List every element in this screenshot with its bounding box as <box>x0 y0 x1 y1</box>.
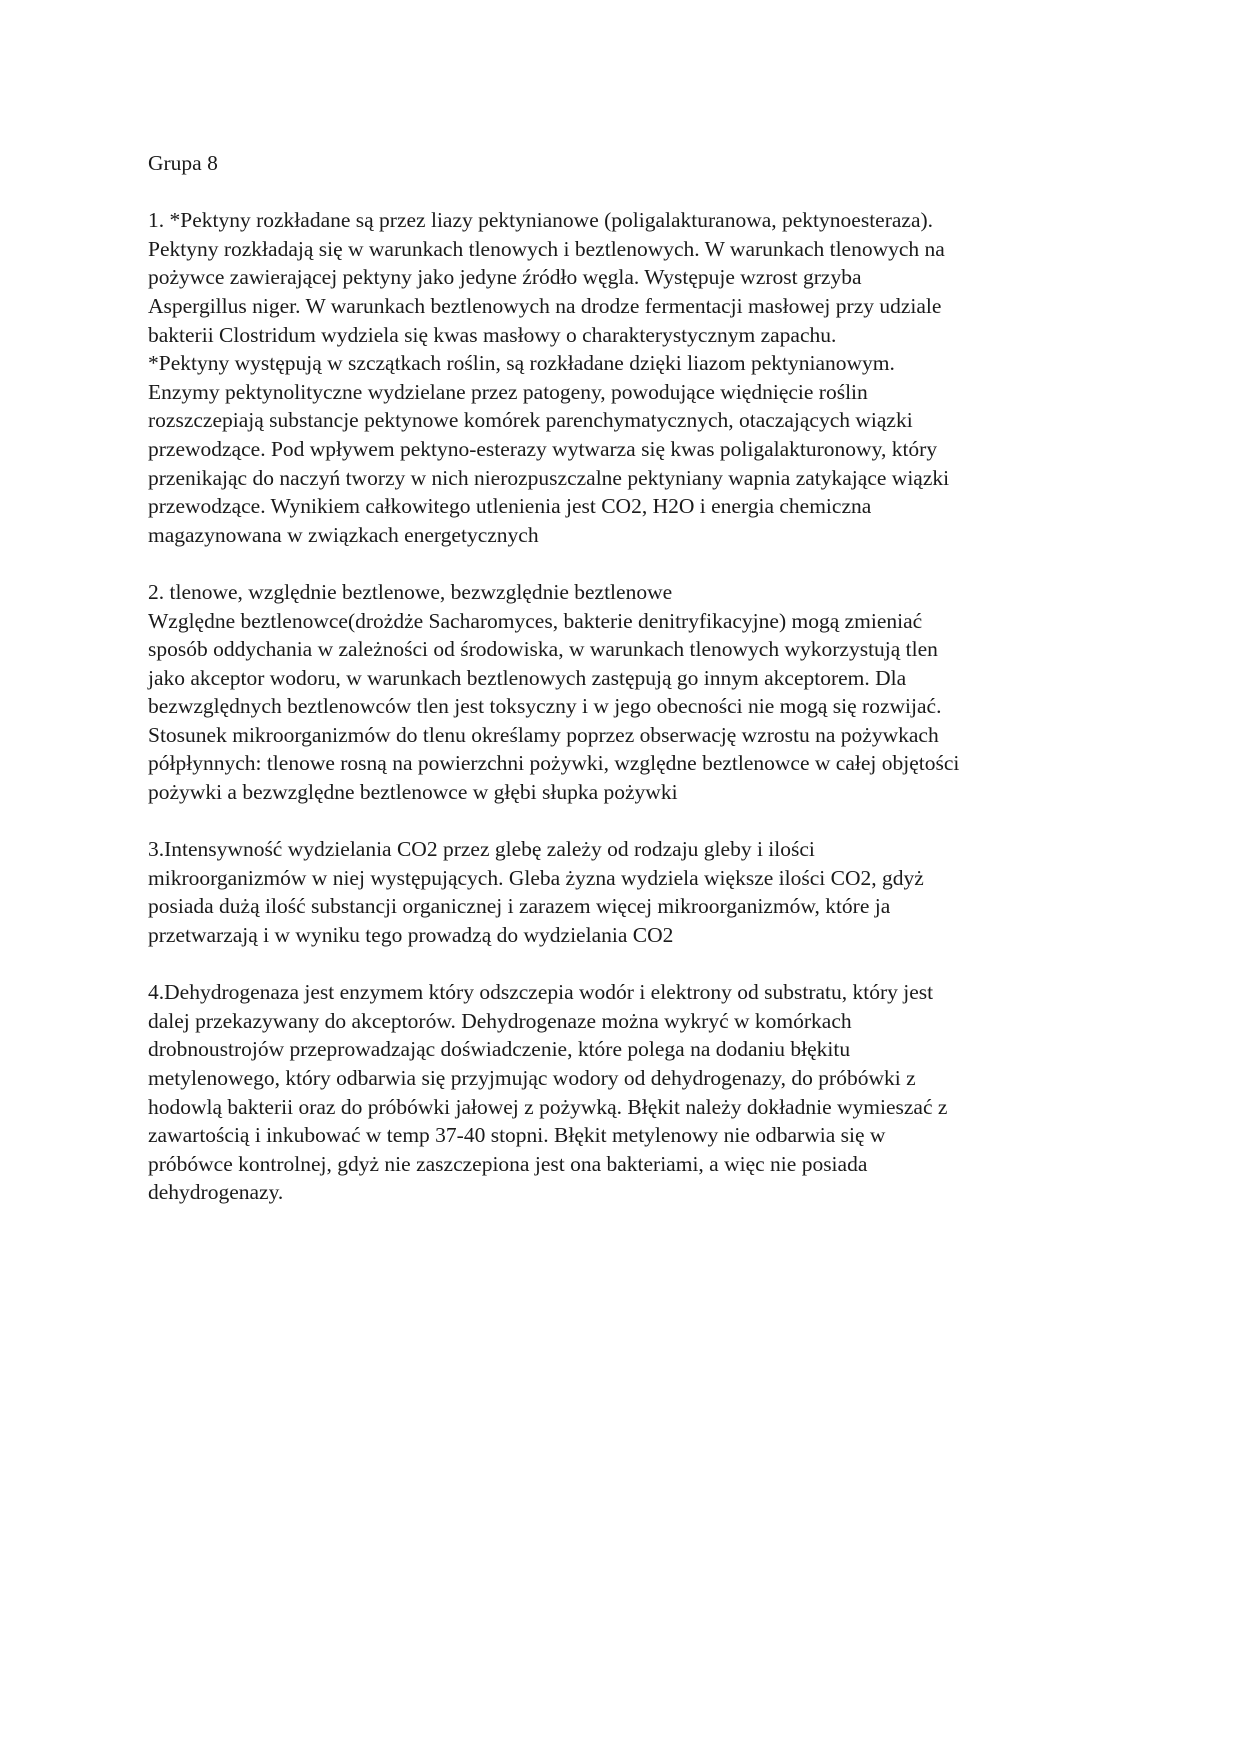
section-3-line: przetwarzają i w wyniku tego prowadzą do wydzielania CO2 <box>148 923 674 948</box>
section-1-line: 1. *Pektyny rozkładane są przez liazy pektynianowe (poligalakturanowa, pektynoesteraza). <box>148 208 934 233</box>
section-1-line: Enzymy pektynolityczne wydzielane przez patogeny, powodujące więdnięcie roślin <box>148 379 868 404</box>
section-3-line: 3.Intensywność wydzielania CO2 przez glebę zależy od rodzaju gleby i ilości <box>148 837 815 862</box>
section-4-line: zawartością i inkubować w temp 37-40 stopni. Błękit metylenowy nie odbarwia się w <box>148 1123 886 1148</box>
paragraph-spacer <box>148 549 1103 578</box>
section-2-line: bezwzględnych beztlenowców tlen jest toksyczny i w jego obecności nie mogą się rozwijać. <box>148 694 942 719</box>
section-3-line: mikroorganizmów w niej występujących. Gleba żyzna wydziela większe ilości CO2, gdyż <box>148 865 924 890</box>
paragraph-spacer <box>148 950 1103 979</box>
section-4-line: hodowlą bakterii oraz do próbówki jałowej z pożywką. Błękit należy dokładnie wymieszać z <box>148 1094 948 1119</box>
section-4-line: drobnoustrojów przeprowadzając doświadczenie, które polega na dodaniu błękitu <box>148 1037 851 1062</box>
paragraph-spacer <box>148 807 1103 836</box>
section-1-line: bakterii Clostridum wydziela się kwas masłowy o charakterystycznym zapachu. <box>148 322 837 347</box>
section-4-line: metylenowego, który odbarwia się przyjmując wodory od dehydrogenazy, do próbówki z <box>148 1066 916 1090</box>
section-2-line: 2. tlenowe, względnie beztlenowe, bezwzględnie beztlenowe <box>148 579 673 604</box>
section-4 <box>148 978 1103 1207</box>
document-body <box>148 149 1103 1207</box>
section-1-line: Pektyny rozkładają się w warunkach tlenowych i beztlenowych. W warunkach tlenowych na <box>148 236 945 261</box>
section-3-line: posiada dużą ilość substancji organicznej i zarazem więcej mikroorganizmów, które ja <box>148 894 891 919</box>
section-1-line: magazynowana w związkach energetycznych <box>148 522 539 547</box>
section-3 <box>148 835 1103 949</box>
section-1 <box>148 206 1103 549</box>
section-1-line: przewodzące. Wynikiem całkowitego utlenienia jest CO2, H2O i energia chemiczna <box>148 494 872 519</box>
section-1-line: przewodzące. Pod wpływem pektyno-esterazy wytwarza się kwas poligalakturonowy, który <box>148 436 938 461</box>
section-4-line: 4.Dehydrogenaza jest enzymem który odszczepia wodór i elektrony od substratu, który jest <box>148 980 934 1005</box>
section-4-line: próbówce kontrolnej, gdyż nie zaszczepiona jest ona bakteriami, a więc nie posiada <box>148 1151 868 1176</box>
section-2-line: półpłynnych: tlenowe rosną na powierzchni pożywki, względne beztlenowce w całej objętości <box>148 751 960 776</box>
section-1-line: Aspergillus niger. W warunkach beztlenowych na drodze fermentacji masłowej przy udziale <box>148 293 942 318</box>
section-4-line: dalej przekazywany do akceptorów. Dehydrogenaze można wykryć w komórkach <box>148 1008 852 1033</box>
section-1-line: przenikając do naczyń tworzy w nich nierozpuszczalne pektyniany wapnia zatykające wiązki <box>148 465 950 490</box>
section-4-line: dehydrogenazy. <box>148 1180 284 1205</box>
section-1-line: *Pektyny występują w szczątkach roślin, są rozkładane dzięki liazom pektynianowym. <box>148 351 895 376</box>
document-title: Grupa 8 <box>148 151 218 175</box>
paragraph-spacer <box>148 178 1103 207</box>
section-2-line: Stosunek mikroorganizmów do tlenu określamy poprzez obserwację wzrostu na pożywkach <box>148 722 939 747</box>
section-2-line: jako akceptor wodoru, w warunkach beztlenowych zastępują go innym akceptorem. Dla <box>148 665 907 690</box>
section-2 <box>148 578 1103 807</box>
section-2-line: pożywki a bezwzględne beztlenowce w głębi słupka pożywki <box>148 780 678 805</box>
section-2-line: Względne beztlenowce(drożdże Sacharomyces, bakterie denitryfikacyjne) mogą zmieniać <box>148 608 923 633</box>
section-1-line: pożywce zawierającej pektyny jako jedyne źródło węgla. Występuje wzrost grzyba <box>148 265 862 290</box>
section-1-line: rozszczepiają substancje pektynowe komórek parenchymatycznych, otaczających wiązki <box>148 408 913 433</box>
section-2-line: sposób oddychania w zależności od środowiska, w warunkach tlenowych wykorzystują tlen <box>148 637 938 662</box>
